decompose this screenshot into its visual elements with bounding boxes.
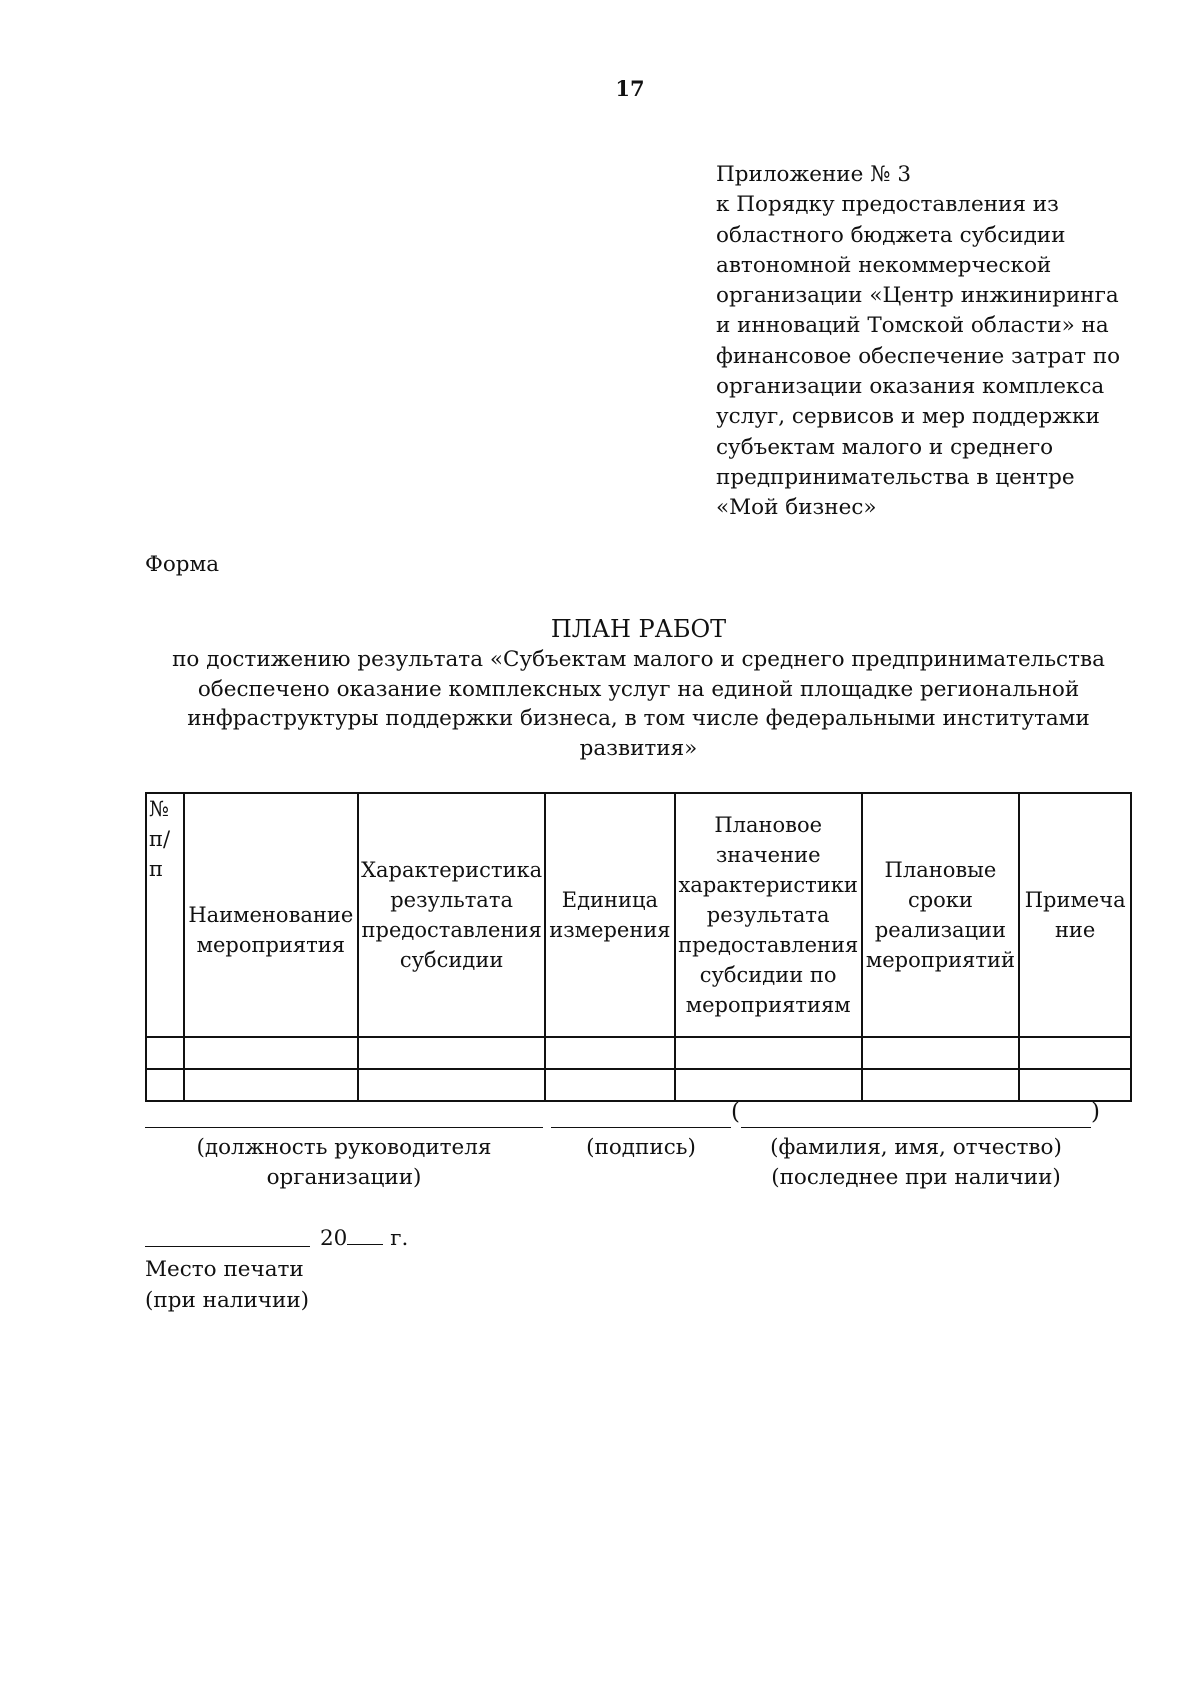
- caption-line: (должность руководителя: [196, 1135, 492, 1160]
- header-planned-dates: [862, 793, 1020, 1037]
- stamp-line: Место печати: [145, 1257, 304, 1282]
- table-cell: [146, 1069, 184, 1101]
- position-caption: [145, 1133, 543, 1193]
- header-line: Примеча: [1024, 888, 1126, 912]
- table-cell: [146, 1037, 184, 1069]
- title-subtitle-line: обеспечено оказание комплексных услуг на единой площадке региональной: [197, 676, 1080, 702]
- appendix-line: и инноваций Томской области» на: [716, 313, 1109, 339]
- header-line: №: [149, 797, 169, 821]
- position-signature-line: [145, 1127, 543, 1128]
- title-subtitle-line: инфраструктуры поддержки бизнеса, в том числе федеральными институтами: [187, 706, 1090, 731]
- header-event-name: [184, 793, 359, 1037]
- header-line: измерения: [549, 918, 671, 942]
- table-cell: [184, 1069, 359, 1101]
- header-line: Характеристика: [361, 858, 543, 882]
- date-year-prefix: 20: [320, 1226, 348, 1251]
- table-cell: [862, 1069, 1020, 1101]
- header-line: Плановое: [714, 813, 823, 837]
- appendix-header: [716, 160, 1156, 524]
- header-note: [1019, 793, 1131, 1037]
- full-name-signature-line: [741, 1127, 1091, 1128]
- header-line: значение: [715, 843, 821, 867]
- table-cell: [1019, 1037, 1131, 1069]
- header-planned-value: [675, 793, 862, 1037]
- appendix-line: Приложение № 3: [716, 162, 912, 187]
- name-open-paren: (: [731, 1099, 740, 1125]
- header-line: предоставления: [678, 933, 859, 957]
- appendix-line: финансовое обеспечение затрат по: [716, 343, 1121, 369]
- date-field: [320, 1224, 408, 1251]
- stamp-place: [145, 1254, 309, 1316]
- table-cell: [675, 1069, 862, 1101]
- table-cell: [675, 1037, 862, 1069]
- signature-line: [551, 1127, 731, 1128]
- table-row: [146, 1037, 1131, 1069]
- header-line: п/п: [149, 827, 171, 881]
- table-cell: [545, 1037, 675, 1069]
- appendix-line: организации «Центр инжиниринга: [716, 283, 1119, 309]
- form-label: Форма: [145, 552, 220, 577]
- table-cell: [184, 1037, 359, 1069]
- header-line: субсидии по: [699, 963, 837, 987]
- name-close-paren: ): [1091, 1099, 1100, 1125]
- header-line: Единица: [561, 888, 659, 912]
- title-main: ПЛАН РАБОТ: [550, 615, 727, 643]
- caption-line: (последнее при наличии): [771, 1165, 1061, 1190]
- header-unit: [545, 793, 675, 1037]
- appendix-line: организации оказания комплекса: [716, 374, 1105, 400]
- header-line: Плановые: [884, 858, 997, 882]
- header-line: сроки: [907, 888, 973, 912]
- date-year-suffix: г.: [390, 1226, 409, 1251]
- page-number: 17: [615, 76, 645, 101]
- table-header-row: [146, 793, 1131, 1037]
- header-number: [146, 793, 184, 1037]
- date-day-month-line: [145, 1246, 310, 1247]
- header-result-characteristic: [358, 793, 545, 1037]
- appendix-line: субъектам малого и среднего: [716, 434, 1054, 460]
- appendix-line: услуг, сервисов и мер поддержки: [716, 404, 1100, 430]
- header-line: предоставления: [361, 918, 542, 942]
- header-line: характеристики: [678, 873, 858, 897]
- header-line: результата: [390, 888, 513, 912]
- plan-table: [145, 792, 1132, 1102]
- signature-caption: [551, 1133, 731, 1163]
- appendix-line: «Мой бизнес»: [716, 495, 877, 521]
- appendix-line: автономной некоммерческой: [716, 252, 1052, 278]
- caption-line: (подпись): [586, 1135, 696, 1160]
- stamp-line: (при наличии): [145, 1288, 310, 1313]
- header-line: мероприятий: [865, 948, 1016, 972]
- appendix-line: к Порядку предоставления из: [716, 192, 1059, 218]
- table-cell: [358, 1069, 545, 1101]
- date-year-blank: [347, 1224, 383, 1245]
- header-line: ние: [1054, 918, 1096, 942]
- header-line: субсидии: [399, 948, 504, 972]
- header-line: мероприятиям: [685, 993, 851, 1017]
- table-row: [146, 1069, 1131, 1101]
- table-cell: [358, 1037, 545, 1069]
- appendix-line: предпринимательства в центре: [716, 464, 1075, 490]
- header-line: результата: [706, 903, 830, 927]
- title-subtitle-line: развития»: [579, 735, 698, 761]
- table-cell: [1019, 1069, 1131, 1101]
- header-line: Наименование: [188, 903, 354, 927]
- header-line: мероприятия: [196, 933, 346, 957]
- title-subtitle-line: по достижению результата «Субъектам малого и среднего предпринимательства: [172, 647, 1105, 672]
- header-line: реализации: [874, 918, 1007, 942]
- table-cell: [545, 1069, 675, 1101]
- appendix-line: областного бюджета субсидии: [716, 222, 1066, 248]
- caption-line: организации): [266, 1165, 422, 1190]
- table-cell: [862, 1037, 1020, 1069]
- caption-line: (фамилия, имя, отчество): [770, 1135, 1062, 1160]
- document-title: [145, 613, 1132, 763]
- full-name-caption: [741, 1133, 1091, 1193]
